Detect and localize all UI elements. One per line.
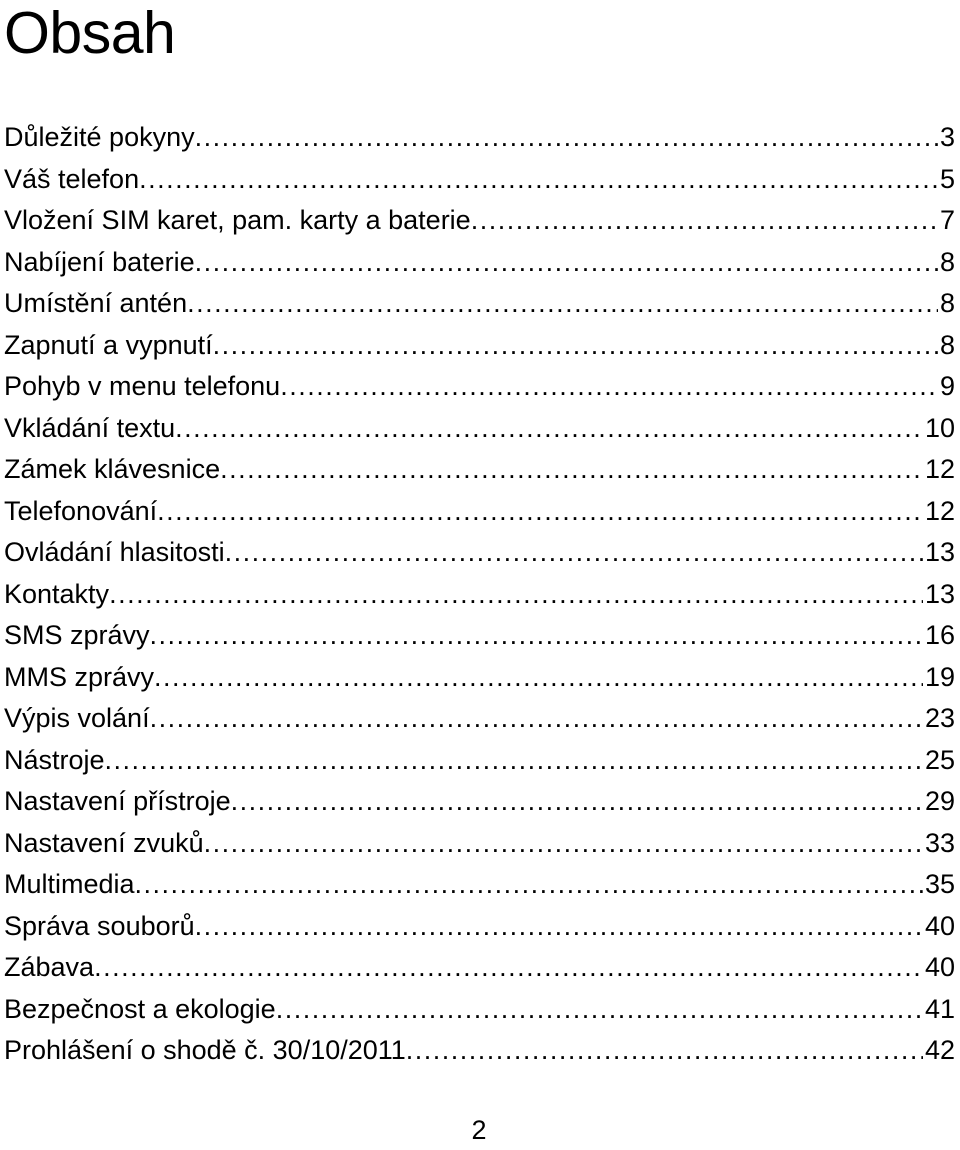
- page-number: [0, 1110, 960, 1150]
- toc-entry-label: Zámek klávesnice: [4, 454, 221, 484]
- toc-entry[interactable]: [4, 657, 955, 699]
- toc-dot-leader: [94, 947, 923, 989]
- toc-dot-leader: [204, 823, 923, 865]
- toc-entry-label: Telefonování: [4, 495, 158, 526]
- toc-dot-leader: [225, 532, 923, 574]
- toc-entry[interactable]: [4, 864, 955, 906]
- toc-entry-page: 40: [924, 952, 955, 982]
- toc-dot-leader: [139, 159, 938, 201]
- page-title: Obsah: [4, 0, 176, 66]
- toc-dot-leader: [150, 698, 923, 740]
- toc-dot-leader: [154, 657, 923, 699]
- toc-entry-label: Bezpečnost a ekologie: [4, 993, 276, 1024]
- toc-entry-page: 5: [939, 163, 955, 194]
- toc-entry-page: 12: [924, 454, 955, 484]
- toc-entry-page: 8: [939, 288, 955, 318]
- toc-dot-leader: [175, 408, 923, 450]
- toc-entry[interactable]: [4, 491, 955, 533]
- toc-entry[interactable]: [4, 283, 955, 325]
- toc-entry-label: Prohlášení o shodě č. 30/10/2011: [4, 1035, 406, 1065]
- toc-entry[interactable]: [4, 823, 955, 865]
- toc-entry-page: 16: [924, 620, 955, 650]
- toc-entry-page: 19: [924, 661, 955, 692]
- toc-entry[interactable]: [4, 615, 955, 657]
- toc-entry-page: 8: [939, 329, 955, 360]
- toc-entry[interactable]: [4, 574, 955, 616]
- toc-dot-leader: [471, 200, 938, 242]
- toc-entry[interactable]: [4, 408, 955, 450]
- toc-entry[interactable]: [4, 366, 955, 408]
- toc-entry-label: Nastavení přístroje: [4, 786, 231, 816]
- table-of-contents: [4, 117, 955, 1072]
- toc-entry-page: 35: [924, 869, 955, 899]
- toc-dot-leader: [187, 283, 938, 325]
- toc-entry-page: 8: [939, 246, 955, 277]
- toc-entry-label: Nabíjení baterie: [4, 246, 195, 277]
- toc-entry-page: 3: [939, 122, 955, 152]
- page-number-value: 2: [471, 1115, 487, 1145]
- toc-entry-label: Výpis volání: [4, 703, 150, 733]
- toc-entry-page: 25: [924, 744, 955, 775]
- toc-entry-label: Kontakty: [4, 578, 110, 609]
- toc-entry-page: 42: [924, 1035, 955, 1065]
- toc-entry[interactable]: [4, 906, 955, 948]
- toc-entry-label: Vkládání textu: [4, 412, 176, 443]
- toc-entry[interactable]: [4, 200, 955, 242]
- toc-dot-leader: [105, 740, 923, 782]
- toc-entry-label: Správa souborů: [4, 910, 195, 941]
- toc-entry[interactable]: [4, 325, 955, 367]
- toc-entry-page: 10: [924, 412, 955, 443]
- toc-entry-label: Zábava: [4, 952, 95, 982]
- toc-dot-leader: [195, 242, 938, 284]
- toc-entry[interactable]: [4, 242, 955, 284]
- toc-entry[interactable]: [4, 989, 955, 1031]
- toc-entry[interactable]: [4, 1030, 955, 1072]
- toc-entry-page: 33: [924, 827, 955, 858]
- toc-dot-leader: [213, 325, 938, 367]
- toc-dot-leader: [276, 989, 923, 1031]
- toc-dot-leader: [195, 117, 938, 159]
- toc-entry-label: Vložení SIM karet, pam. karty a baterie: [4, 205, 471, 235]
- toc-entry-label: Ovládání hlasitosti: [4, 537, 225, 567]
- toc-entry-label: Nástroje: [4, 744, 105, 775]
- toc-entry-page: 9: [939, 371, 955, 401]
- toc-entry-page: 40: [924, 910, 955, 941]
- toc-entry-label: MMS zprávy: [4, 661, 155, 692]
- toc-entry-page: 13: [924, 578, 955, 609]
- toc-entry-label: Důležité pokyny: [4, 122, 195, 152]
- toc-dot-leader: [157, 491, 923, 533]
- toc-entry-label: Pohyb v menu telefonu: [4, 371, 281, 401]
- toc-entry[interactable]: [4, 532, 955, 574]
- toc-entry[interactable]: [4, 449, 955, 491]
- toc-entry[interactable]: [4, 698, 955, 740]
- toc-entry-label: Nastavení zvuků: [4, 827, 204, 858]
- toc-entry[interactable]: [4, 740, 955, 782]
- toc-entry-page: 41: [924, 993, 955, 1024]
- toc-entry-label: Multimedia: [4, 869, 135, 899]
- toc-entry-page: 29: [924, 786, 955, 816]
- toc-dot-leader: [220, 449, 923, 491]
- toc-dot-leader: [135, 864, 923, 906]
- toc-dot-leader: [150, 615, 923, 657]
- toc-dot-leader: [109, 574, 923, 616]
- toc-dot-leader: [231, 781, 923, 823]
- toc-dot-leader: [195, 906, 923, 948]
- toc-dot-leader: [406, 1030, 923, 1072]
- toc-entry[interactable]: [4, 117, 955, 159]
- toc-entry[interactable]: [4, 947, 955, 989]
- toc-entry-label: SMS zprávy: [4, 620, 150, 650]
- toc-entry-page: 13: [924, 537, 955, 567]
- toc-entry-label: Umístění antén: [4, 288, 188, 318]
- toc-entry-page: 7: [939, 205, 955, 235]
- toc-entry-page: 12: [924, 495, 955, 526]
- toc-entry[interactable]: [4, 781, 955, 823]
- toc-entry-label: Zapnutí a vypnutí: [4, 329, 213, 360]
- toc-entry-label: Váš telefon: [4, 163, 140, 194]
- toc-entry-page: 23: [924, 703, 955, 733]
- toc-dot-leader: [280, 366, 938, 408]
- toc-entry[interactable]: [4, 159, 955, 201]
